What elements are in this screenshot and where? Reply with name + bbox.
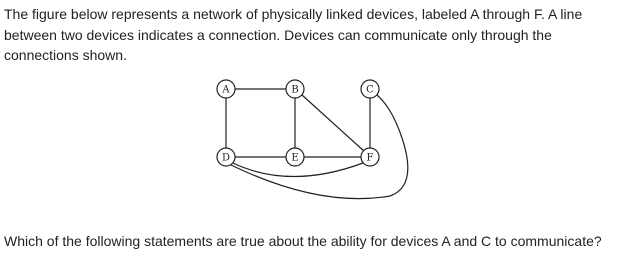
node-e-label: E <box>291 152 299 164</box>
node-c-label: C <box>366 84 374 96</box>
node-b <box>286 80 304 98</box>
node-e <box>286 148 304 166</box>
intro-paragraph: The figure below represents a network of physically linked devices, labeled A through F. A line between two devices indicates a connection. Devices can communicate only through the connections shown. <box>4 6 583 63</box>
network-diagram <box>180 68 420 208</box>
node-a-label: A <box>222 84 230 96</box>
node-d <box>217 148 235 166</box>
node-f <box>361 148 379 166</box>
node-f-label: F <box>366 152 374 164</box>
edge-b-f <box>302 95 365 152</box>
node-c <box>361 80 379 98</box>
question-text: Which of the following statements are true about the ability for devices A and C to communicate? <box>4 233 602 249</box>
node-a <box>217 80 235 98</box>
node-d-label: D <box>221 152 231 164</box>
node-b-label: B <box>291 84 299 96</box>
